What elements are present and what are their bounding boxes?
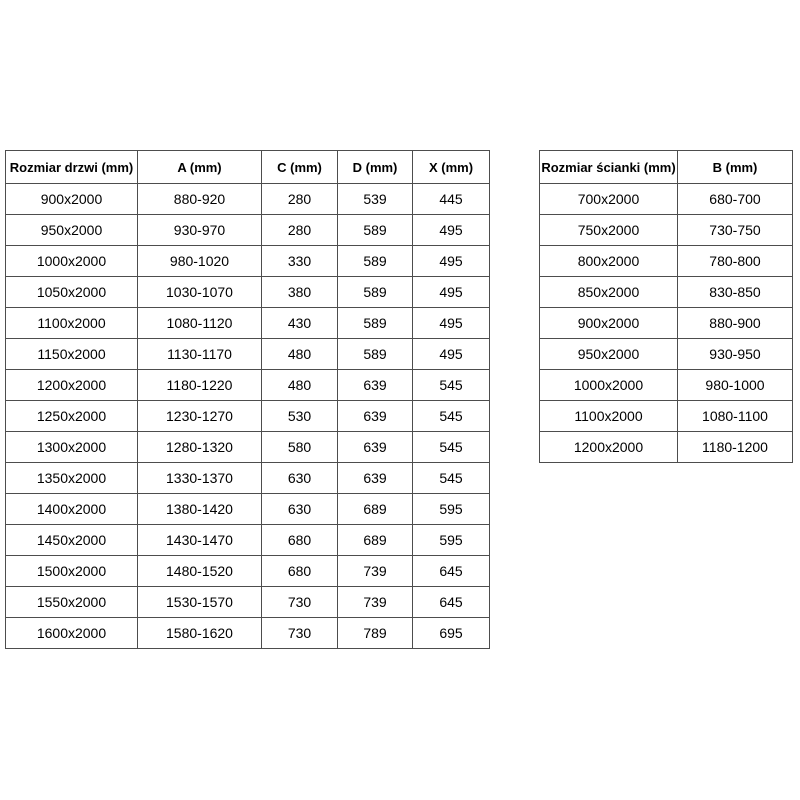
column-header: D (mm) [338,151,413,184]
table-cell: 545 [413,401,490,432]
table-cell: 630 [262,494,338,525]
table-cell: 700x2000 [540,184,678,215]
table-cell: 1530-1570 [138,587,262,618]
table-cell: 689 [338,494,413,525]
table-cell: 539 [338,184,413,215]
table-row [540,401,793,432]
table-cell: 680 [262,525,338,556]
column-header: A (mm) [138,151,262,184]
table-cell: 1480-1520 [138,556,262,587]
table-cell: 380 [262,277,338,308]
table-cell: 980-1020 [138,246,262,277]
table-cell: 1450x2000 [6,525,138,556]
table-cell: 1080-1100 [678,401,793,432]
table-cell: 639 [338,370,413,401]
table-row [540,370,793,401]
door-sizes-table-body [6,184,490,649]
table-cell: 789 [338,618,413,649]
table-cell: 680 [262,556,338,587]
column-header: Rozmiar ścianki (mm) [540,151,678,184]
table-cell: 1550x2000 [6,587,138,618]
table-cell: 1030-1070 [138,277,262,308]
table-cell: 595 [413,494,490,525]
table-cell: 445 [413,184,490,215]
table-cell: 930-970 [138,215,262,246]
table-cell: 630 [262,463,338,494]
table-row [6,494,490,525]
table-cell: 639 [338,463,413,494]
table-cell: 1100x2000 [540,401,678,432]
table-cell: 950x2000 [540,339,678,370]
table-cell: 495 [413,246,490,277]
table-cell: 580 [262,432,338,463]
table-cell: 739 [338,556,413,587]
table-cell: 800x2000 [540,246,678,277]
table-cell: 730-750 [678,215,793,246]
table-row [6,184,490,215]
table-cell: 1280-1320 [138,432,262,463]
table-row [6,432,490,463]
table-cell: 850x2000 [540,277,678,308]
table-cell: 530 [262,401,338,432]
table-cell: 595 [413,525,490,556]
table-cell: 495 [413,277,490,308]
table-cell: 1400x2000 [6,494,138,525]
table-row [540,277,793,308]
table-row [540,215,793,246]
table-cell: 739 [338,587,413,618]
table-cell: 330 [262,246,338,277]
table-row [540,339,793,370]
table-cell: 645 [413,556,490,587]
table-cell: 1200x2000 [6,370,138,401]
table-cell: 589 [338,277,413,308]
table-row [6,370,490,401]
column-header: B (mm) [678,151,793,184]
table-cell: 1500x2000 [6,556,138,587]
table-cell: 589 [338,215,413,246]
door-sizes-table [5,150,490,649]
table-row [6,339,490,370]
table-cell: 1300x2000 [6,432,138,463]
table-row [6,277,490,308]
table-row [6,215,490,246]
column-header: X (mm) [413,151,490,184]
table-cell: 780-800 [678,246,793,277]
table-cell: 545 [413,370,490,401]
table-cell: 495 [413,215,490,246]
table-cell: 1250x2000 [6,401,138,432]
table-row [6,525,490,556]
table-cell: 545 [413,463,490,494]
wall-sizes-table-header [540,151,793,184]
table-cell: 1580-1620 [138,618,262,649]
table-cell: 1200x2000 [540,432,678,463]
table-cell: 1180-1220 [138,370,262,401]
table-row [540,308,793,339]
table-cell: 1230-1270 [138,401,262,432]
table-cell: 695 [413,618,490,649]
table-cell: 900x2000 [540,308,678,339]
table-cell: 830-850 [678,277,793,308]
table-cell: 950x2000 [6,215,138,246]
table-row [6,556,490,587]
header-row [6,151,490,184]
table-cell: 1050x2000 [6,277,138,308]
table-row [540,432,793,463]
table-cell: 280 [262,215,338,246]
table-cell: 1430-1470 [138,525,262,556]
header-row [540,151,793,184]
table-cell: 545 [413,432,490,463]
table-cell: 730 [262,618,338,649]
table-row [6,401,490,432]
table-cell: 880-900 [678,308,793,339]
table-row [6,618,490,649]
table-cell: 1080-1120 [138,308,262,339]
table-cell: 730 [262,587,338,618]
table-cell: 880-920 [138,184,262,215]
table-cell: 639 [338,401,413,432]
table-cell: 930-950 [678,339,793,370]
table-cell: 1380-1420 [138,494,262,525]
wall-sizes-table [539,150,793,463]
column-header: C (mm) [262,151,338,184]
table-cell: 639 [338,432,413,463]
table-cell: 1600x2000 [6,618,138,649]
table-cell: 1130-1170 [138,339,262,370]
table-cell: 589 [338,339,413,370]
table-cell: 430 [262,308,338,339]
table-row [6,463,490,494]
table-cell: 589 [338,246,413,277]
table-cell: 680-700 [678,184,793,215]
table-cell: 1000x2000 [540,370,678,401]
table-cell: 495 [413,308,490,339]
column-header: Rozmiar drzwi (mm) [6,151,138,184]
table-row [6,587,490,618]
table-cell: 689 [338,525,413,556]
table-cell: 750x2000 [540,215,678,246]
wall-sizes-table-body [540,184,793,463]
table-cell: 1100x2000 [6,308,138,339]
table-cell: 1330-1370 [138,463,262,494]
table-cell: 980-1000 [678,370,793,401]
table-cell: 480 [262,370,338,401]
table-row [6,246,490,277]
table-cell: 645 [413,587,490,618]
table-cell: 1180-1200 [678,432,793,463]
door-sizes-table-header [6,151,490,184]
table-cell: 1150x2000 [6,339,138,370]
table-cell: 1000x2000 [6,246,138,277]
table-row [540,246,793,277]
table-row [540,184,793,215]
table-cell: 589 [338,308,413,339]
table-cell: 1350x2000 [6,463,138,494]
table-row [6,308,490,339]
table-cell: 480 [262,339,338,370]
table-cell: 900x2000 [6,184,138,215]
table-cell: 495 [413,339,490,370]
table-cell: 280 [262,184,338,215]
